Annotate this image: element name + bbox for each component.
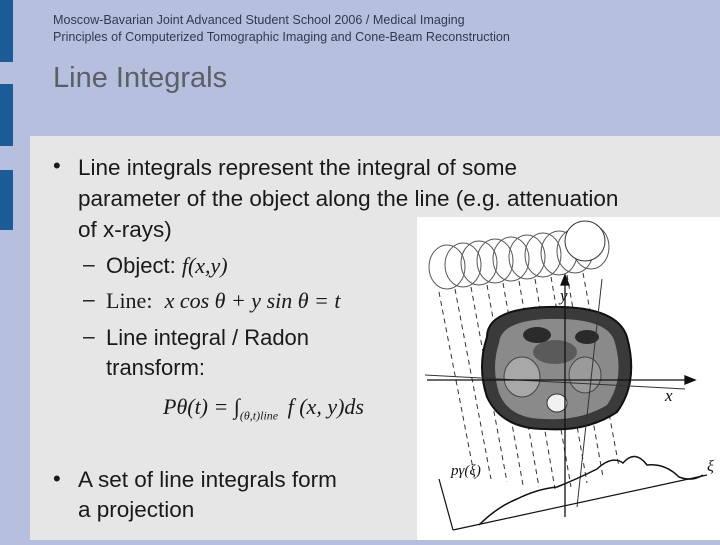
bullet-1-line-1: Line integrals represent the integral of some bbox=[78, 155, 518, 180]
axis-y-label: y bbox=[560, 286, 568, 305]
radon-equation bbox=[163, 394, 364, 423]
header-course: Moscow-Bavarian Joint Advanced Student School 2006 / Medical Imaging bbox=[53, 13, 465, 27]
sub-dash-object: – bbox=[83, 253, 95, 276]
ct-slice bbox=[482, 307, 631, 430]
sub-dash-radon: – bbox=[83, 325, 95, 348]
object-label: Object: bbox=[106, 253, 176, 278]
sub-object bbox=[106, 253, 228, 279]
accent-bar-2 bbox=[0, 84, 13, 146]
radon-line-2: transform: bbox=[106, 355, 206, 380]
projection-diagram bbox=[417, 217, 720, 540]
bullet-marker-2: • bbox=[53, 466, 61, 491]
axis-x-label: x bbox=[665, 386, 673, 405]
object-formula: f(x,y) bbox=[181, 253, 228, 278]
accent-bar-3 bbox=[0, 170, 13, 230]
equation-rhs: f (x, y)ds bbox=[287, 394, 364, 419]
radon-line-1: Line integral / Radon bbox=[106, 325, 310, 350]
sub-dash-line: – bbox=[83, 288, 95, 311]
bullet-1-line-3: of x-rays) bbox=[78, 217, 172, 242]
bullet-2-line-2: a projection bbox=[78, 497, 195, 522]
projection-label: pγ(ξ) bbox=[451, 463, 481, 479]
header-topic: Principles of Computerized Tomographic Imaging and Cone-Beam Reconstruction bbox=[53, 30, 510, 44]
sub-line bbox=[106, 288, 341, 314]
line-label: Line: bbox=[106, 288, 153, 313]
bullet-1-line-2: parameter of the object along the line (e.g. attenuation bbox=[78, 186, 619, 211]
bullet-marker-1: • bbox=[53, 153, 61, 178]
equation-subscript: (θ,t)line bbox=[239, 408, 279, 423]
page-title: Line Integrals bbox=[53, 62, 228, 94]
axis-xi-label: ξ bbox=[707, 458, 714, 475]
line-formula: x cos θ + y sin θ = t bbox=[164, 288, 341, 313]
bullet-2-line-1: A set of line integrals form bbox=[78, 467, 337, 492]
equation-lhs: Pθ(t) = ∫ bbox=[163, 394, 240, 419]
accent-bar-1 bbox=[0, 0, 13, 62]
source-helix bbox=[429, 221, 609, 289]
ct-projection-figure bbox=[417, 217, 720, 540]
